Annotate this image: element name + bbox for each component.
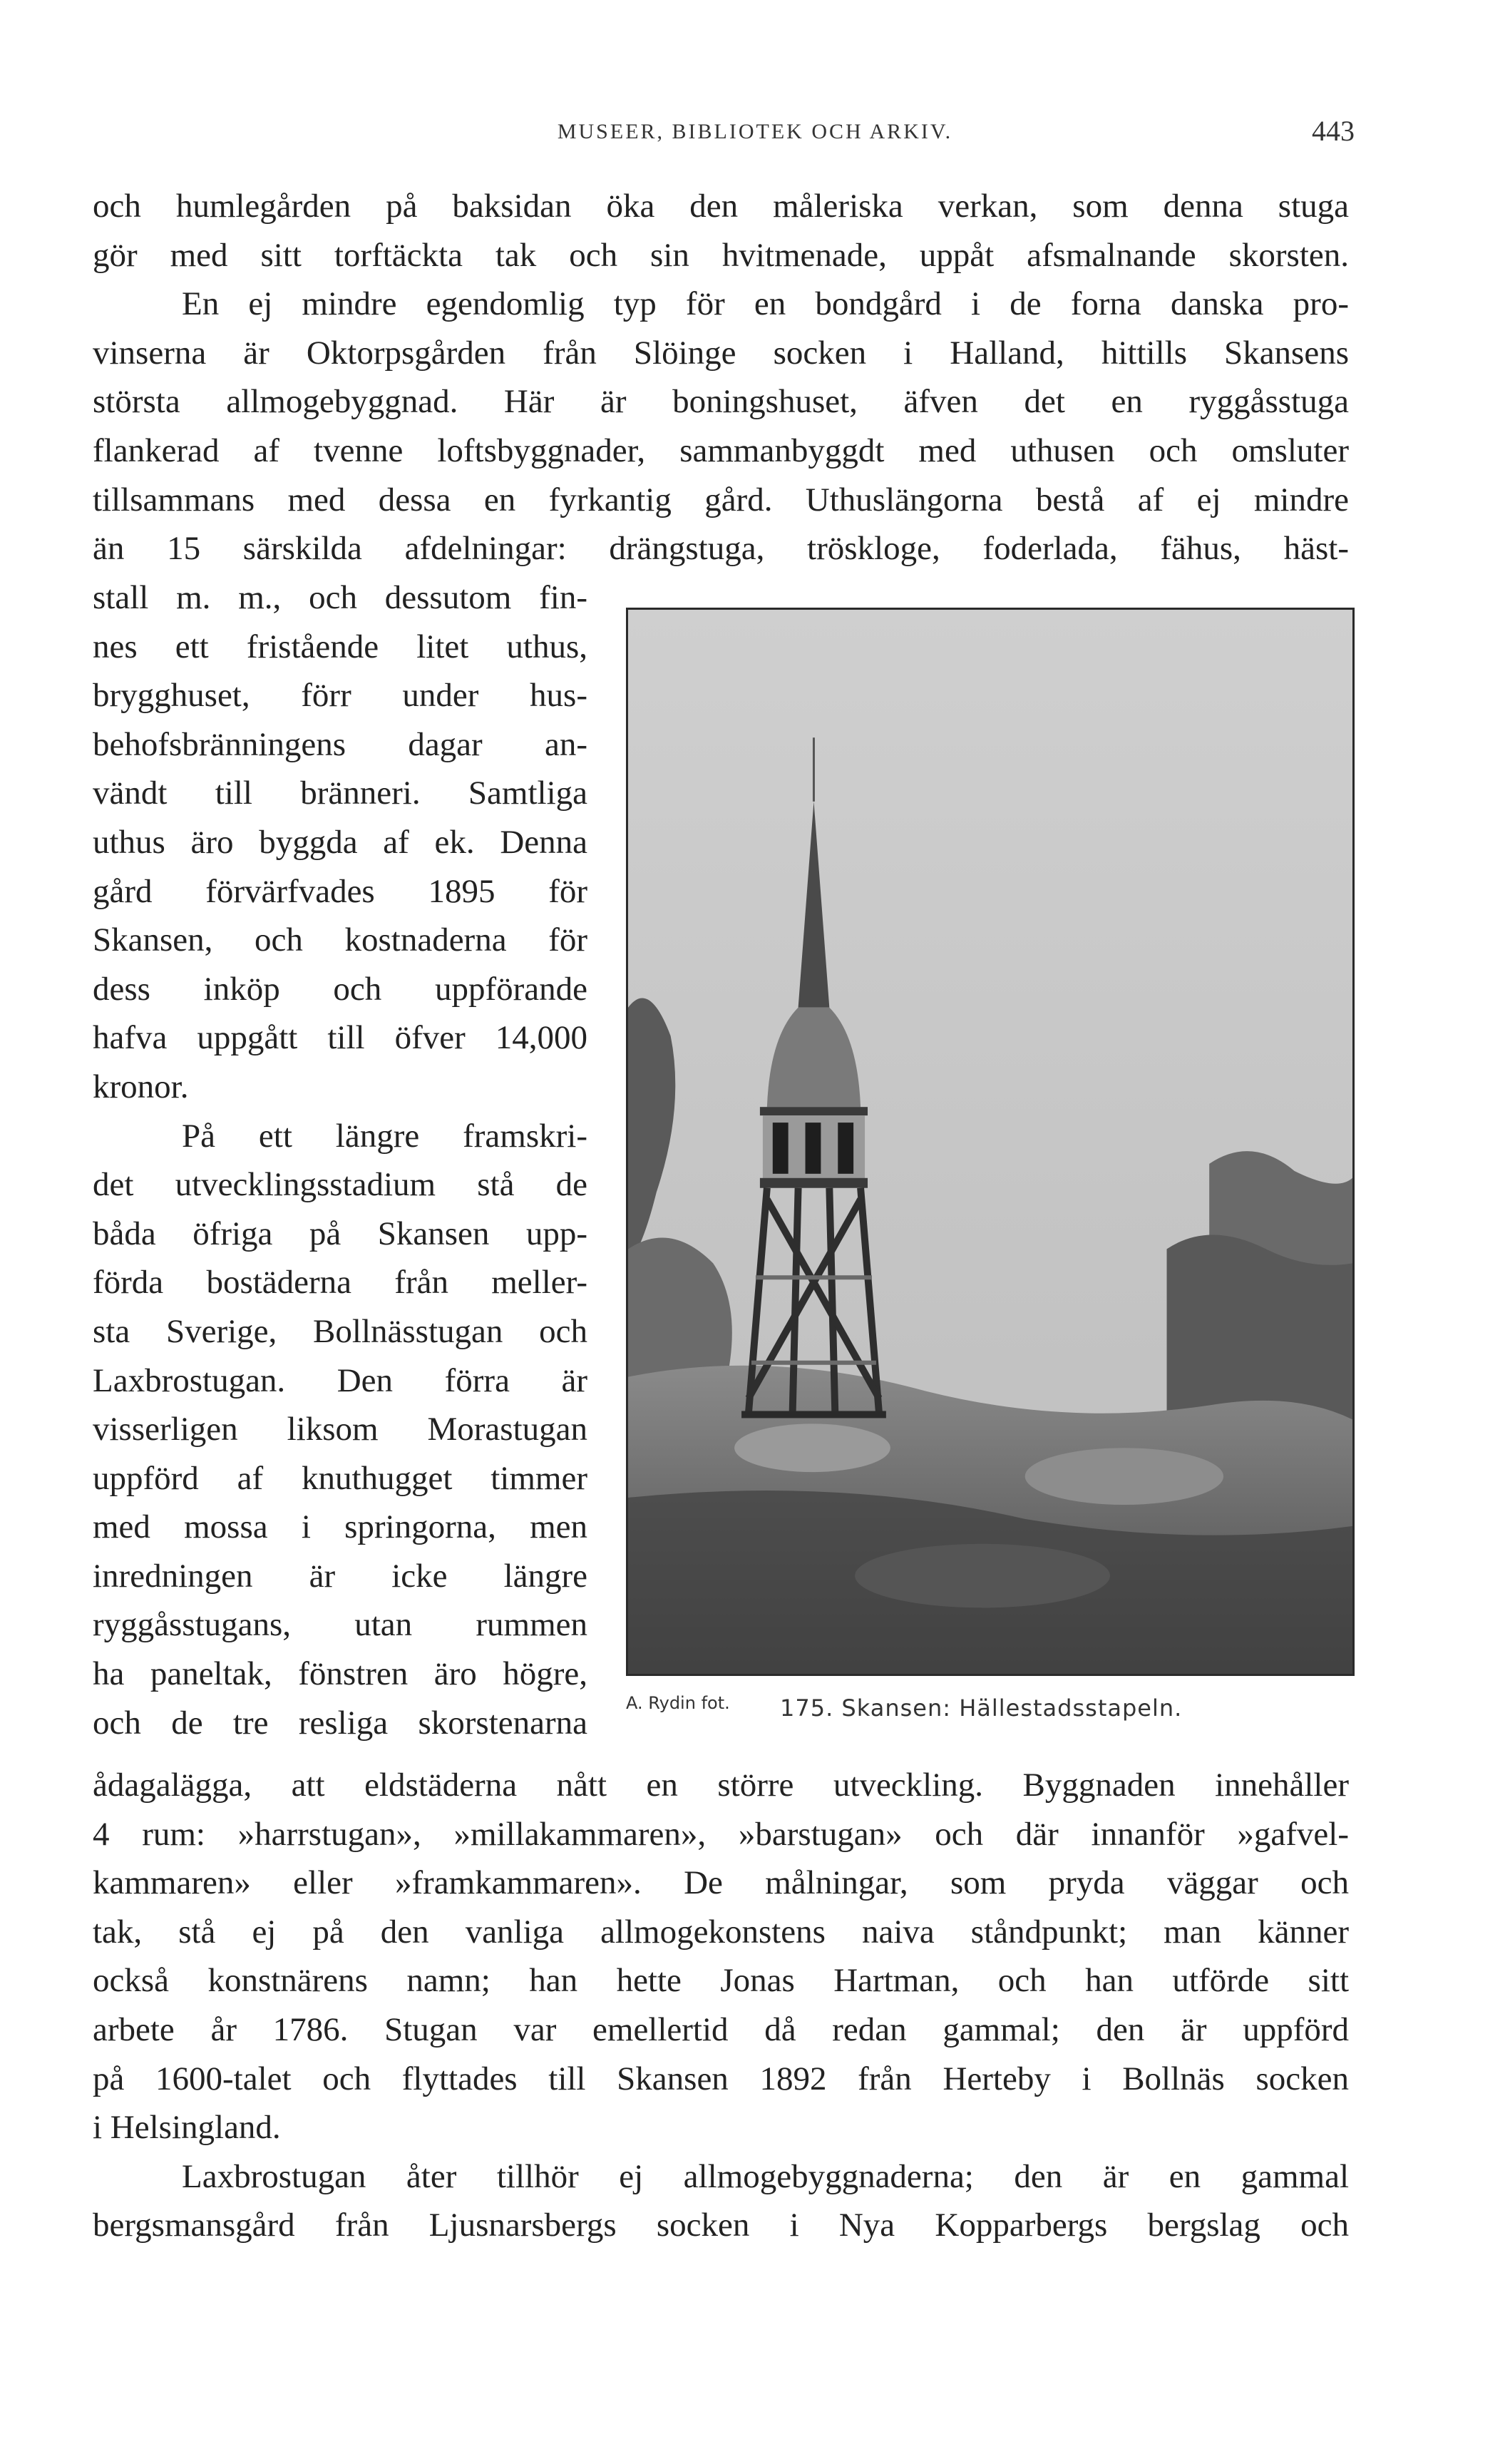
- top-paragraph-block: [93, 182, 1349, 573]
- text-line: och humlegården på baksidan öka den måleriska verkan, som denna stuga: [93, 188, 1349, 225]
- text-line: inredningen är icke längre: [93, 1557, 587, 1595]
- text-line: förda bostäderna från meller-: [93, 1264, 587, 1302]
- text-line: tillsammans med dessa en fyrkantig gård. Uthuslängorna bestå af ej mindre: [93, 481, 1349, 518]
- page-number: 443: [1312, 115, 1355, 147]
- text-line: det utvecklingsstadium stå de: [93, 1166, 587, 1204]
- text-line: kammaren» eller »framkammaren». De målningar, som pryda väggar och: [93, 1864, 1349, 1902]
- text-line: brygghuset, förr under hus-: [93, 677, 587, 715]
- text-line: Laxbrostugan åter tillhör ej allmogebyggnaderna; den är en gammal: [182, 2157, 1349, 2195]
- text-line: bergsmansgård från Ljusnarsbergs socken i Nya Kopparbergs bergslag och: [93, 2207, 1349, 2244]
- text-line: dess inköp och uppförande: [93, 970, 587, 1008]
- text-line: i Helsingland.: [93, 2109, 281, 2147]
- photo-illustration: [628, 610, 1352, 1674]
- text-line: vändt till bränneri. Samtliga: [93, 775, 587, 812]
- text-line: arbete år 1786. Stugan var emellertid då redan gammal; den är uppförd: [93, 2010, 1349, 2048]
- text-line: uthus äro byggda af ek. Denna: [93, 823, 587, 861]
- bottom-paragraph-block: [93, 1761, 1349, 2250]
- text-line: Laxbrostugan. Den förra är: [93, 1361, 587, 1399]
- wrapped-text-column: [93, 573, 587, 1747]
- text-line: nes ett fristående litet uthus,: [93, 628, 587, 665]
- text-line: ha paneltak, fönstren äro högre,: [93, 1655, 587, 1693]
- text-line: hafva uppgått till öfver 14,000: [93, 1019, 587, 1057]
- text-line: ådagalägga, att eldstäderna nått en större utveckling. Byggnaden innehåller: [93, 1767, 1349, 1804]
- text-line: och de tre resliga skorstenarna: [93, 1704, 587, 1742]
- text-line: behofsbränningens dagar an-: [93, 725, 587, 763]
- text-line: Skansen, och kostnaderna för: [93, 921, 587, 959]
- text-line: visserligen liksom Morastugan: [93, 1411, 587, 1448]
- text-line: ryggåsstugans, utan rummen: [93, 1606, 587, 1644]
- text-line: sta Sverige, Bollnässtugan och: [93, 1312, 587, 1350]
- text-line: också konstnärens namn; han hette Jonas Hartman, och han utförde sitt: [93, 1962, 1349, 2000]
- text-line: På ett längre framskri-: [182, 1117, 587, 1155]
- text-line: vinserna är Oktorpsgården från Slöinge socken i Halland, hittills Skansens: [93, 334, 1349, 372]
- text-line: uppförd af knuthugget timmer: [93, 1459, 587, 1497]
- photo-credit: A. Rydin fot.: [626, 1693, 730, 1713]
- text-line: på 1600-talet och flyttades till Skansen 1892 från Herteby i Bollnäs socken: [93, 2060, 1349, 2097]
- text-line: stall m. m., och dessutom fin-: [93, 579, 587, 616]
- text-line: gör med sitt torftäckta tak och sin hvitmenade, uppåt afsmalnande skorsten.: [93, 236, 1349, 274]
- text-line: kronor.: [93, 1068, 189, 1105]
- text-line: gård förvärfvades 1895 för: [93, 872, 587, 910]
- running-header: MUSEER, BIBLIOTEK OCH ARKIV.: [557, 120, 953, 143]
- text-line: med mossa i springorna, men: [93, 1508, 587, 1546]
- text-line: En ej mindre egendomlig typ för en bondgård i de forna danska pro-: [182, 285, 1349, 323]
- text-line: båda öfriga på Skansen upp-: [93, 1215, 587, 1252]
- text-line: än 15 särskilda afdelningar: drängstuga, tröskloge, foderlada, fähus, häst-: [93, 530, 1349, 568]
- text-line: 4 rum: »harrstugan», »millakammaren», »barstugan» och där innanför »gafvel-: [93, 1815, 1349, 1853]
- figure-caption: 175. Skansen: Hällestadsstapeln.: [780, 1694, 1183, 1722]
- bell-tower-photo: [626, 608, 1355, 1676]
- text-line: största allmogebyggnad. Här är boningshuset, äfven det en ryggåsstuga: [93, 383, 1349, 421]
- text-line: flankerad af tvenne loftsbyggnader, sammanbyggdt med uthusen och omsluter: [93, 431, 1349, 469]
- text-line: tak, stå ej på den vanliga allmogekonstens naiva ståndpunkt; man känner: [93, 1913, 1349, 1951]
